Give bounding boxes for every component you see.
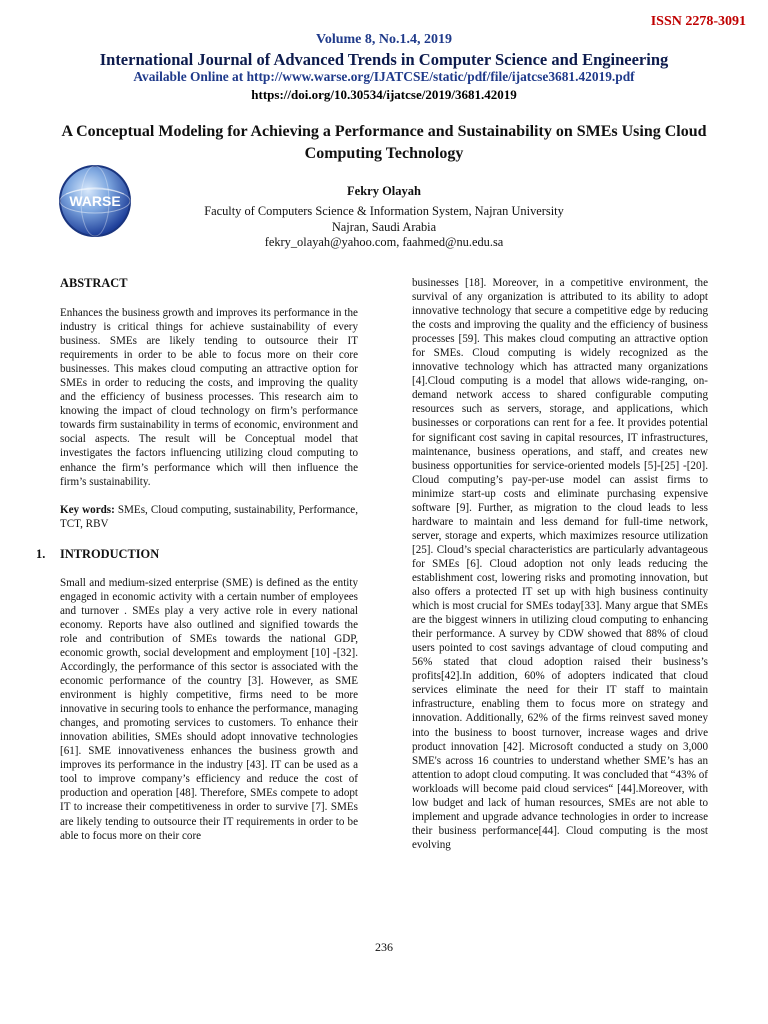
affiliation-line-2: Najran, Saudi Arabia (331, 219, 437, 234)
author-affiliation (0, 204, 768, 251)
available-online-link[interactable]: Available Online at http://www.warse.org/IJATCSE/static/pdf/file/ijatcse3681.42019.pdf (133, 69, 635, 84)
abstract-text: Enhances the business growth and improves its performance in the industry is critical things for achieve sustainability of every business. SMEs are likely tending to outsource their IT requirements in order to be able to focus more on their core businesses. This makes cloud computing an attractive option for SMEs in order to reducing the costs, and improving the quality and the efficiency of business processes. This research aim to knowing the impact of cloud technology on firm’s performance towards firm sustainability in terms of economic, environment and social aspects. The result will be Conceptual model that investigates the factors influencing utilizing cloud computing to enhance the firm’s performance which will then influence the firm’s sustainability. (60, 307, 358, 488)
doi-link[interactable]: https://doi.org/10.30534/ijatcse/2019/3681.42019 (251, 87, 517, 102)
keywords-label: Key words: (60, 503, 115, 516)
section-number: 1. (36, 546, 46, 561)
keywords-text: SMEs, Cloud computing, sustainability, Performance, TCT, RBV (60, 503, 358, 530)
introduction-text: Small and medium-sized enterprise (SME) is defined as the entity engaged in economic activity with a certain number of employees and turnover . SMEs play a very active role in every national economy. Reports have also outlined and signified towards the role and contribution of SMEs towards the national GDP, economic growth, social development and employment [10] -[32]. Accordingly, the performance of this sector is associated with the economic performance of the country [3]. However, as SME environment is highly competitive, firms need to be more innovative in securing tools to enhance the performance, managing changes, and promoting services to customers. To enhance their innovation abilities, SMEs should adopt innovative technologies [61]. SME innovativeness enhances the business growth and improves its performance in the industry [43]. IT can be used as a tool to improve company’s efficiency and reduce the cost of production and operation [48]. Therefore, SMEs compete to adopt IT to increase their competitiveness in order to survive [7]. SMEs are likely tending to outsource their IT requirements in order to be able to focus more on their core (60, 576, 358, 842)
author-emails: fekry_olayah@yahoo.com, faahmed@nu.edu.sa (264, 235, 504, 249)
left-column (36, 276, 358, 843)
affiliation-line-1: Faculty of Computers Science & Information System, Najran University (204, 204, 564, 218)
section-title: INTRODUCTION (60, 546, 160, 561)
right-column (412, 276, 708, 852)
paper-title: A Conceptual Modeling for Achieving a Performance and Sustainability on SMEs Using Cloud Computing Technology (61, 123, 707, 162)
keywords (60, 503, 358, 531)
author-name: Fekry Olayah (347, 184, 421, 198)
abstract-heading: ABSTRACT (60, 276, 128, 290)
issn-label: ISSN 2278-3091 (650, 14, 746, 29)
volume-label: Volume 8, No.1.4, 2019 (316, 32, 452, 47)
logo-text: WARSE (69, 193, 121, 209)
page-number: 236 (375, 940, 393, 954)
journal-title: International Journal of Advanced Trends in Computer Science and Engineering (99, 50, 669, 69)
introduction-heading (36, 547, 358, 562)
right-column-text: businesses [18]. Moreover, in a competitive environment, the survival of any organization is attributed to its ability to adopt innovative technology that secure a competitive edge by reducing the costs and improving the quality and the efficiency of business processes [59]. This makes cloud computing an attractive option for SMEs. Cloud computing is widely recognized as the innovative technology which has attracted many organizations [4].Cloud computing is a model that allows wide-ranging, on-demand network access to shared configurable computing resources such as servers, storage, and applications, which businesses or corporations can rent for a fee. It provides potential for significant cost saving in capital resources, IT infrastructures, maintenance, business operations, and staff, and creates new business opportunities for service-oriented models [5]-[25] -[20]. Cloud computing’s pay-per-use model can assist firms to minimize start-up costs and eliminate purchasing expensive software [9]. Further, as migration to the cloud leads to less hardware to maintain and less demand for full-time network, server, storage and experts, which maximizes resource utilization [25]. Cloud’s special characteristics are particularly advantageous for SMEs [6]. Cloud adoption not only leads reducing the establishment cost, lowering risks and promoting innovation, but also offers a protected IT set up with high business continuity which is most crucial for SMEs today[33]. Many argue that SMEs are the biggest winners in utilizing cloud computing to enhancing their performance. A survey by CDW showed that 88% of cloud users pointed to cost savings advantage of cloud computing and 56% stated that cloud adoption raised their business’s profits[42].In addition, 60% of adopters indicated that cloud services eliminate the need for their IT staff to maintain infrastructure, enabling them to focus more on strategy and innovation. Additionally, 62% of the firms reinvest saved money into the business to boost turnover, increase wages and drive product innovation [42]. Microsoft conducted a study on 3,000 SME's across 16 countries to understand whether SME’s has an attention to adopt cloud computing. It was concluded that “43% of workloads will become paid cloud services“ [44].Moreover, with low budget and lack of human resources, SMEs are not able to implement and upgrade advance technologies in order to increase their business performance[44]. Cloud computing is the most evolving (412, 277, 708, 851)
